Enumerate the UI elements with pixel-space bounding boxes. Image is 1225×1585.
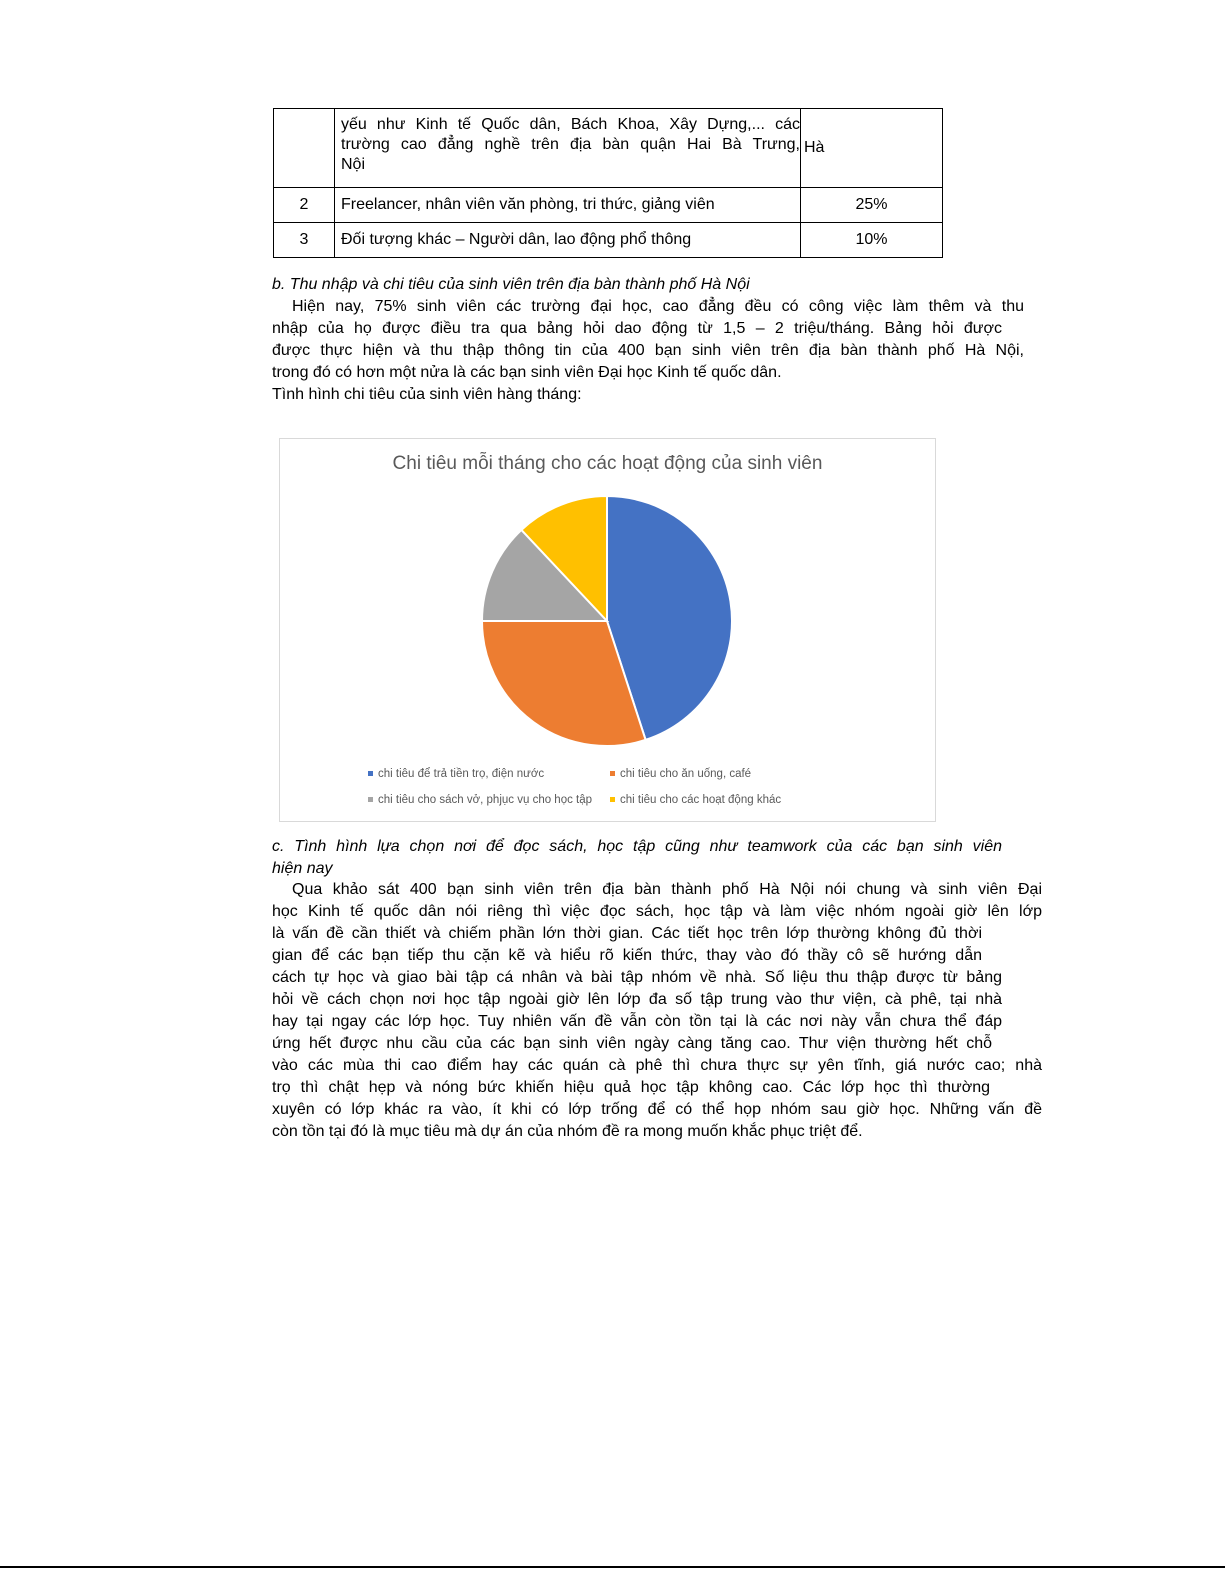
paragraph-line: vào các mùa thi cao điểm hay các quán cà phê thì chưa thực sự yên tĩnh, giá nước cao; nhà [272, 1057, 1042, 1074]
legend-item [610, 768, 751, 780]
paragraph-line: là vấn đề cần thiết và chiếm phần lớn thời gian. Các tiết học trên lớp thường không đủ thời [272, 925, 982, 942]
survey-table [273, 108, 943, 258]
legend-label: chi tiêu cho ăn uống, café [620, 768, 752, 780]
legend-label: chi tiêu cho sách vở, phjục vụ cho học tập [378, 794, 593, 806]
paragraph-line: nhập của họ được điều tra qua bảng hỏi dao động từ 1,5 – 2 triệu/tháng. Bảng hỏi được [272, 320, 1002, 337]
legend-item [368, 768, 544, 780]
paragraph-line: còn tồn tại đó là mục tiêu mà dự án của nhóm đề ra mong muốn khắc phục triệt để. [272, 1123, 863, 1140]
paragraph-line: được thực hiện và thu thập thông tin của 400 bạn sinh viên trên địa bàn thành phố Hà Nội, [272, 342, 1024, 359]
table-cell-number [274, 109, 335, 188]
legend-label: chi tiêu để trả tiền trọ, điện nước [378, 768, 545, 780]
paragraph-line: trọ thì chật hẹp và nóng bức khiến hiệu quả học tập không cao. Các lớp học thì thường [272, 1079, 990, 1096]
table-cell-percent: 25% [801, 188, 943, 223]
table-cell-description: Freelancer, nhân viên văn phòng, tri thức, giảng viên [335, 188, 801, 223]
section-b-paragraph [272, 296, 1024, 406]
table-row [274, 188, 943, 223]
heading-line: hiện nay [272, 860, 333, 877]
pie-chart [279, 438, 936, 822]
section-b-heading: b. Thu nhập và chi tiêu của sinh viên trên địa bàn thành phố Hà Nội [272, 276, 750, 293]
paragraph-line: Qua khảo sát 400 bạn sinh viên trên địa bàn thành phố Hà Nội nói chung và sinh viên Đại [292, 881, 1042, 898]
paragraph-line: cách tự học và giao bài tập cá nhân và bài tập nhóm về nhà. Số liệu thu thập được từ bảng [272, 969, 1002, 986]
paragraph-line: hay tại ngay các lớp học. Tuy nhiên vấn đề vẫn còn tồn tại là các nơi này vẫn chưa thể đáp [272, 1013, 1002, 1030]
table-cell-number: 2 [274, 188, 335, 223]
table-cell-line: Nội [341, 156, 366, 173]
section-c-paragraph [272, 879, 1042, 1143]
legend-swatch [610, 771, 615, 776]
heading-line: c. Tình hình lựa chọn nơi để đọc sách, học tập cũng như teamwork của các bạn sinh viên [272, 838, 1002, 855]
legend-label: chi tiêu cho các hoạt động khác [620, 794, 782, 806]
legend-item [368, 794, 592, 806]
table-cell-description [335, 109, 801, 188]
paragraph-line: ứng hết được nhu cầu của các bạn sinh viên ngày càng tăng cao. Thư viện thường hết chỗ [272, 1035, 992, 1052]
page-bottom-rule [0, 1566, 1225, 1568]
legend-swatch [368, 797, 373, 802]
table-cell-percent: Hà [801, 109, 943, 188]
table-cell-number: 3 [274, 223, 335, 258]
paragraph-line: học Kinh tế quốc dân nói riêng thì việc đọc sách, học tập và làm việc nhóm ngoài giờ lên lớp [272, 903, 1042, 920]
paragraph-line: trong đó có hơn một nửa là các bạn sinh viên Đại học Kinh tế quốc dân. [272, 364, 782, 381]
section-c-heading [272, 836, 1002, 880]
paragraph-line: gian để các bạn tiếp thu cặn kẽ và hiểu rõ kiến thức, thay vào đó thầy cô sẽ hướng dẫn [272, 947, 982, 964]
paragraph-line: Tình hình chi tiêu của sinh viên hàng tháng: [272, 386, 582, 403]
table-cell-description: Đối tượng khác – Người dân, lao động phổ thông [335, 223, 801, 258]
paragraph-line: xuyên có lớp khác ra vào, ít khi có lớp trống để có thể họp nhóm sau giờ học. Những vấn đề [272, 1101, 1042, 1118]
table-cell-line: yếu như Kinh tế Quốc dân, Bách Khoa, Xây Dựng,... các [341, 116, 800, 133]
legend-swatch [368, 771, 373, 776]
legend-swatch [610, 797, 615, 802]
legend-item [610, 794, 781, 806]
paragraph-line: Hiện nay, 75% sinh viên các trường đại học, cao đẳng đều có công việc làm thêm và thu [292, 298, 1024, 315]
chart-title: Chi tiêu mỗi tháng cho các hoạt động của sinh viên [392, 453, 823, 474]
paragraph-line: hỏi về cách chọn nơi học tập ngoài giờ lên lớp đa số tập trung vào thư viện, cà phê, tại nhà [272, 991, 1002, 1008]
table-row [274, 223, 943, 258]
table-cell-line: trường cao đẳng nghề trên địa bàn quận Hai Bà Trưng, [341, 136, 800, 153]
table-cell-percent: 10% [801, 223, 943, 258]
pie-chart-svg [280, 439, 935, 821]
table-row [274, 109, 943, 188]
